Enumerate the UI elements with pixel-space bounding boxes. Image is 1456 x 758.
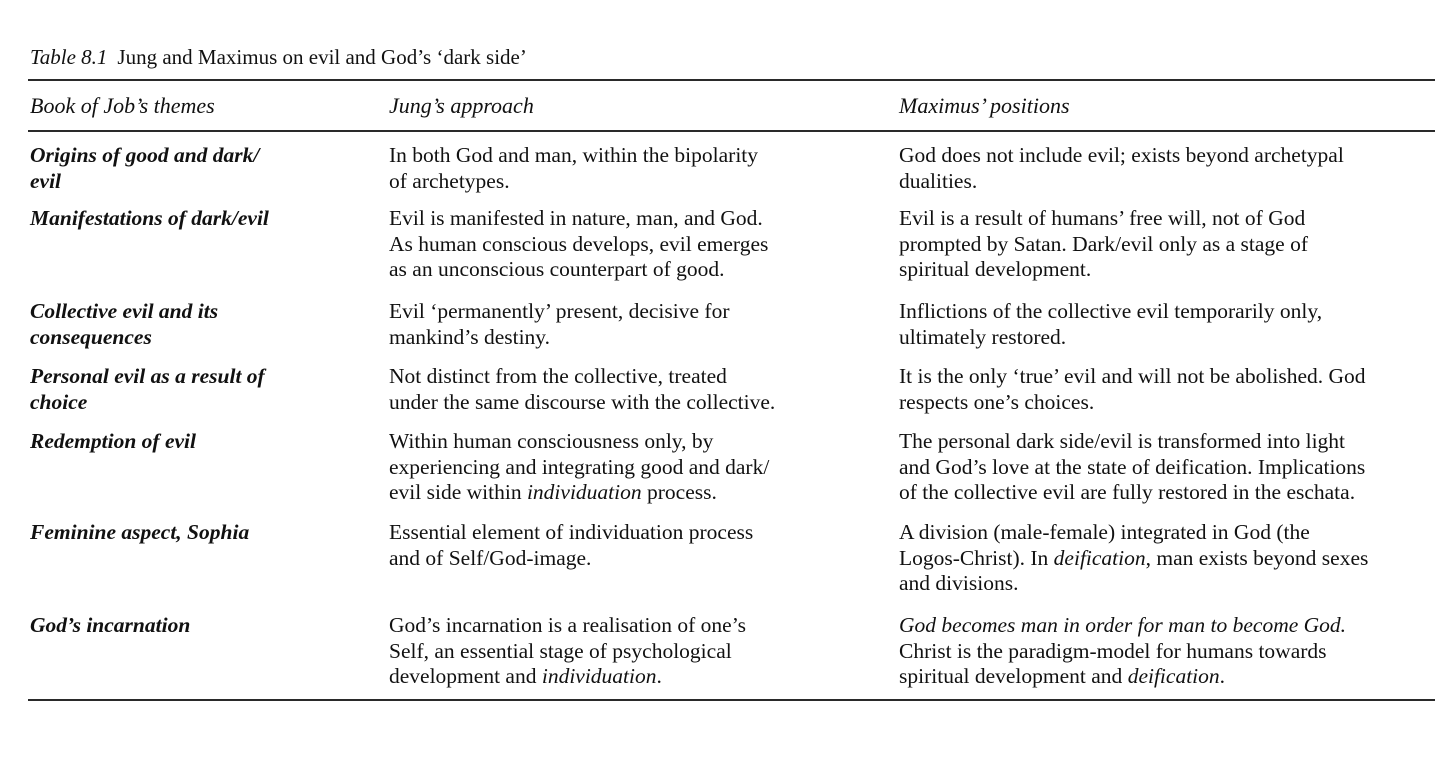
header-jung: Jung’s approach [389,93,534,118]
cell-line: The personal dark side/evil is transformed into light [899,429,1346,453]
cell-line: Collective evil and its [30,299,219,323]
maximus-cell [899,520,1439,597]
cell-line: As human conscious develops, evil emerges [389,231,769,256]
theme-cell [30,364,350,415]
theme-cell [30,299,350,350]
text-segment: development and [389,664,542,688]
text-segment: Logos-Christ). In [899,545,1054,570]
cell-line: Not distinct from the collective, treated [389,364,727,388]
cell-line: mankind’s destiny. [389,324,551,349]
cell-line: Inflictions of the collective evil temporarily only, [899,299,1323,323]
header-rule [28,130,1435,132]
cell-line: It is the only ‘true’ evil and will not be abolished. God [899,364,1366,388]
cell-line: and divisions. [899,571,1019,595]
cell-line [389,480,869,506]
cell-line: spiritual development. [899,257,1092,281]
table-title: Jung and Maximus on evil and God’s ‘dark side’ [117,45,527,69]
bottom-rule [28,699,1435,701]
maximus-cell [899,206,1439,283]
jung-cell [389,143,869,194]
cell-line: God’s incarnation [30,613,191,637]
jung-cell [389,520,869,571]
cell-line: Within human consciousness only, by [389,429,714,453]
cell-line: Evil is a result of humans’ free will, not of God [899,206,1306,230]
cell-line: as an unconscious counterpart of good. [389,257,725,281]
text-segment: . [1219,664,1226,688]
text-segment: process. [641,480,717,504]
cell-line [899,546,1439,572]
maximus-cell [899,613,1439,690]
cell-line: Manifestations of dark/evil [30,206,269,230]
emphasis-text: deification [1127,664,1220,688]
emphasis-text: deification [1053,545,1146,570]
jung-cell [389,364,869,415]
cell-line: Origins of good and dark/ [30,143,260,167]
maximus-cell [899,143,1439,194]
cell-line: respects one’s choices. [899,389,1095,414]
cell-line: and of Self/God-image. [389,545,592,570]
jung-cell [389,613,869,690]
cell-line [899,664,1439,690]
top-rule [28,79,1435,81]
cell-line: Evil is manifested in nature, man, and God. [389,206,763,230]
theme-cell [30,143,350,194]
cell-line: Evil ‘permanently’ present, decisive for [389,299,730,323]
cell-line: Redemption of evil [30,429,196,453]
emphasis-text: individuation [526,480,642,504]
cell-line [899,613,1439,639]
header-themes: Book of Job’s themes [30,93,215,118]
theme-cell [30,613,350,639]
cell-line: and God’s love at the state of deification. Implications [899,454,1366,479]
cell-line: consequences [30,324,152,349]
cell-line: evil [30,168,62,193]
emphasis-text: individuation [541,664,657,688]
cell-line: choice [30,389,88,414]
cell-line: Christ is the paradigm-model for humans towards [899,638,1327,663]
maximus-cell [899,364,1439,415]
theme-cell [30,429,350,455]
text-segment: . [656,664,662,688]
text-segment: evil side within [389,480,527,504]
jung-cell [389,429,869,506]
maximus-cell [899,299,1439,350]
cell-line: of archetypes. [389,168,510,193]
text-segment: spiritual development and [899,664,1128,688]
cell-line: In both God and man, within the bipolarity [389,143,759,167]
header-maximus: Maximus’ positions [899,93,1070,118]
cell-line: Self, an essential stage of psychological [389,638,732,663]
cell-line: dualities. [899,168,978,193]
emphasis-text: God becomes man in order for man to become God. [899,613,1347,637]
maximus-cell [899,429,1439,506]
jung-cell [389,299,869,350]
cell-line [389,664,869,690]
cell-line: Essential element of individuation process [389,520,754,544]
cell-line: A division (male-female) integrated in God (the [899,520,1310,544]
cell-line: God does not include evil; exists beyond archetypal [899,143,1344,167]
cell-line: of the collective evil are fully restored in the eschata. [899,480,1356,504]
jung-cell [389,206,869,283]
cell-line: ultimately restored. [899,324,1067,349]
cell-line: Feminine aspect, Sophia [30,520,250,544]
table-number: Table 8.1 [30,45,108,69]
theme-cell [30,520,350,546]
cell-line: experiencing and integrating good and dark/ [389,454,770,479]
cell-line: God’s incarnation is a realisation of one’s [389,613,747,637]
theme-cell [30,206,350,232]
cell-line: under the same discourse with the collective. [389,389,776,414]
text-segment: , man exists beyond sexes [1145,545,1369,570]
cell-line: prompted by Satan. Dark/evil only as a stage of [899,231,1308,256]
table-caption [30,44,527,70]
cell-line: Personal evil as a result of [30,364,265,388]
